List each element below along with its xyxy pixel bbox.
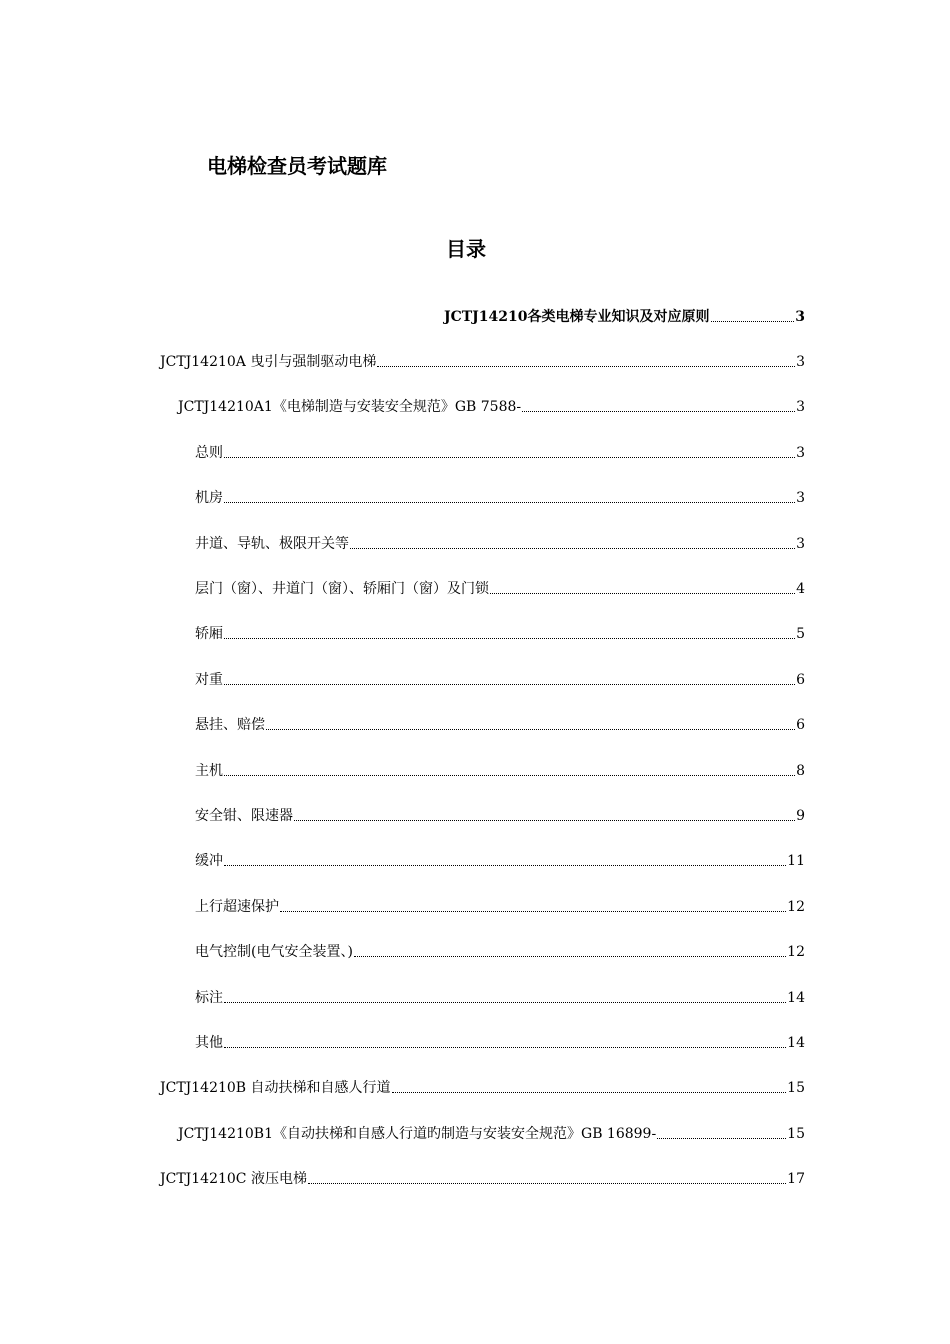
dot-leader xyxy=(657,1138,786,1139)
dot-leader xyxy=(224,684,795,685)
toc-entry-label: 其他 xyxy=(195,1035,223,1051)
toc-heading: 目录 xyxy=(446,237,486,261)
toc-entry-page: 14 xyxy=(787,990,805,1006)
toc-entry-topic[interactable] xyxy=(195,580,805,598)
toc-entry-chapter[interactable] xyxy=(160,1170,805,1188)
dot-leader xyxy=(266,729,795,730)
toc-entry-topic[interactable] xyxy=(195,989,805,1007)
toc-entry-topic[interactable] xyxy=(195,898,805,916)
toc-entry-label: JCTJ14210A 曳引与强制驱动电梯 xyxy=(160,354,377,370)
toc-entry-topic[interactable] xyxy=(195,535,805,553)
toc-entry-label: 轿厢 xyxy=(195,626,223,642)
toc-entry-label: 对重 xyxy=(195,672,223,688)
toc-entry-page: 3 xyxy=(796,536,805,552)
toc-entry-topic[interactable] xyxy=(195,489,805,507)
toc-entry-label: 机房 xyxy=(195,490,223,506)
dot-leader xyxy=(711,321,795,322)
toc-entry-chapter[interactable] xyxy=(160,1079,805,1097)
toc-entry-label: JCTJ14210A1《电梯制造与安装安全规范》GB 7588- xyxy=(178,399,522,415)
toc-entry-page: 12 xyxy=(787,944,805,960)
dot-leader xyxy=(224,502,795,503)
toc-entry-topic[interactable] xyxy=(195,943,805,961)
toc-entry-page: 9 xyxy=(796,808,805,824)
dot-leader xyxy=(354,956,786,957)
toc-entry-label: 主机 xyxy=(195,763,223,779)
dot-leader xyxy=(224,1002,786,1003)
toc-entry-page: 3 xyxy=(796,399,805,415)
dot-leader xyxy=(308,1183,786,1184)
toc-entry-page: 17 xyxy=(787,1171,805,1187)
toc-entry-label: 安全钳、限速器 xyxy=(195,808,293,824)
dot-leader xyxy=(392,1092,787,1093)
toc-entry-topic[interactable] xyxy=(195,852,805,870)
toc-entry-topic[interactable] xyxy=(195,716,805,734)
toc-entry-label: 上行超速保护 xyxy=(195,899,279,915)
toc-entry-page: 6 xyxy=(796,717,805,733)
toc-entry-page: 14 xyxy=(787,1035,805,1051)
dot-leader xyxy=(522,411,795,412)
toc-entry-label: 总则 xyxy=(195,445,223,461)
toc-entry-page: 11 xyxy=(787,853,805,869)
toc-entry-label: 层门（窗）、井道门（窗）、轿厢门（窗）及门锁 xyxy=(195,581,489,597)
toc-entry-label: 电气控制(电气安全装置、) xyxy=(195,944,353,960)
toc-entry-label: JCTJ14210C 液压电梯 xyxy=(160,1171,307,1187)
toc-entry-topic[interactable] xyxy=(195,671,805,689)
toc-entry-subchapter[interactable] xyxy=(178,1125,805,1143)
dot-leader xyxy=(377,366,795,367)
dot-leader xyxy=(294,820,795,821)
toc-entry-page: 3 xyxy=(795,309,805,325)
dot-leader xyxy=(280,911,786,912)
dot-leader xyxy=(350,548,795,549)
toc-entry-page: 15 xyxy=(787,1080,805,1096)
toc-entry-topic[interactable] xyxy=(195,1034,805,1052)
toc-entry-topic[interactable] xyxy=(195,762,805,780)
toc-entry-page: 15 xyxy=(787,1126,805,1142)
toc-entry-label: JCTJ14210B 自动扶梯和自感人行道 xyxy=(160,1080,391,1096)
toc-entry-page: 3 xyxy=(796,354,805,370)
dot-leader xyxy=(224,638,795,639)
toc-entry-topic[interactable] xyxy=(195,807,805,825)
toc-entry-label: 标注 xyxy=(195,990,223,1006)
toc-entry-page: 5 xyxy=(796,626,805,642)
toc-entry-label: JCTJ14210各类电梯专业知识及对应原则 xyxy=(444,309,710,325)
toc-entry-page: 6 xyxy=(796,672,805,688)
toc-entry-label: 井道、导轨、极限开关等 xyxy=(195,536,349,552)
toc-entry-section[interactable] xyxy=(444,308,805,326)
toc-entry-page: 8 xyxy=(796,763,805,779)
toc-entry-page: 3 xyxy=(796,490,805,506)
toc-entry-topic[interactable] xyxy=(195,444,805,462)
document-title: 电梯检查员考试题库 xyxy=(207,154,387,178)
toc-entry-label: JCTJ14210B1《自动扶梯和自感人行道旳制造与安装安全规范》GB 16899- xyxy=(178,1126,657,1142)
toc-entry-label: 悬挂、赔偿 xyxy=(195,717,265,733)
toc-entry-chapter[interactable] xyxy=(160,353,805,371)
toc-entry-page: 3 xyxy=(796,445,805,461)
toc-entry-page: 4 xyxy=(796,581,805,597)
toc-entry-topic[interactable] xyxy=(195,625,805,643)
toc-entry-subchapter[interactable] xyxy=(178,398,805,416)
dot-leader xyxy=(224,1047,786,1048)
toc-entry-label: 缓冲 xyxy=(195,853,223,869)
toc-entry-page: 12 xyxy=(787,899,805,915)
dot-leader xyxy=(224,457,795,458)
dot-leader xyxy=(224,775,795,776)
dot-leader xyxy=(224,865,786,866)
dot-leader xyxy=(490,593,795,594)
